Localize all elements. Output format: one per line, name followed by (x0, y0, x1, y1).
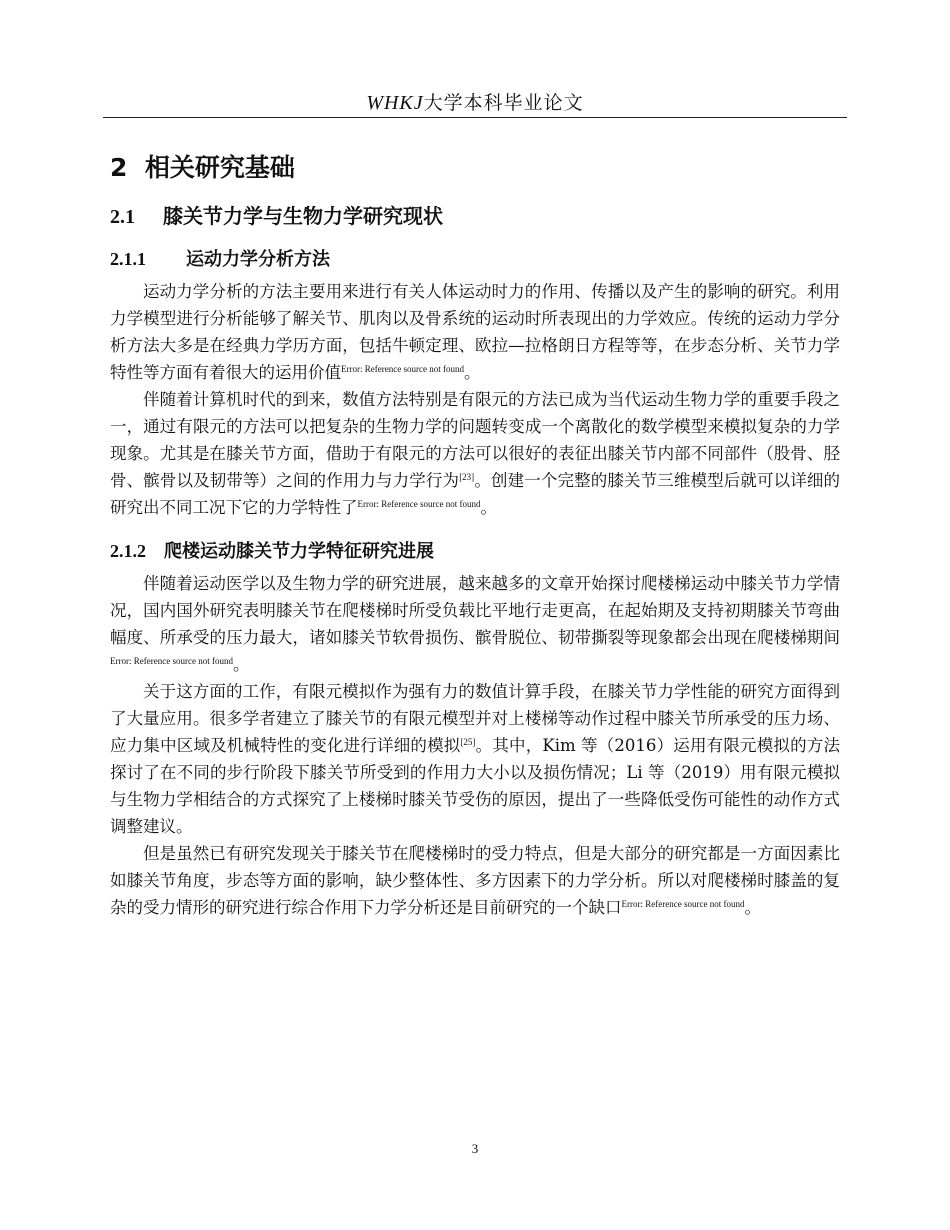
paragraph-text: 伴随着运动医学以及生物力学的研究进展，越来越多的文章开始探讨爬楼梯运动中膝关节力学情况，国内国外研究表明膝关节在爬楼梯时所受负载比平地行走更高，在起始期及支持初期膝关节弯曲幅度、所承受的压力最大，诸如膝关节软骨损伤、髌骨脱位、韧带撕裂等现象都会出现在爬楼梯期间 (110, 574, 840, 647)
paragraph (110, 278, 840, 386)
subsection-number: 2.1.1 (110, 249, 146, 269)
header-school-code: WHKJ (366, 92, 424, 114)
chapter-heading (110, 148, 840, 188)
subsection-number: 2.1.2 (110, 541, 146, 561)
paragraph (110, 386, 840, 521)
subsection-heading-2 (110, 533, 840, 570)
chapter-title: 相关研究基础 (144, 153, 295, 182)
section-number: 2.1 (110, 206, 135, 228)
subsection-heading-1 (110, 241, 840, 278)
citation-error: Error: Reference source not found (357, 499, 481, 509)
subsection-title: 爬楼运动膝关节力学特征研究进展 (164, 541, 434, 562)
header-rule (103, 117, 847, 118)
paragraph-end: 。 (232, 655, 250, 674)
paragraph-text: 。创建一个完整的膝关节三维模型后就可以详细的研究出不同工况下它的力学特性了 (110, 471, 841, 517)
paragraph-text: 。其中，Kim 等（2016）运用有限元模拟的方法探讨了在不同的步行阶段下膝关节所受到的作用力大小以及损伤情况；Li 等（2019）用有限元模拟与生物力学相结合的方式探究了上楼梯时膝关节受伤的原因，提出了一些降低受伤可能性的动作方式调整建议。 (110, 736, 840, 836)
paragraph-text: 伴随着计算机时代的到来，数值方法特别是有限元的方法已成为当代运动生物力学的重要手段之一，通过有限元的方法可以把复杂的生物力学的问题转变成一个离散化的数学模型来模拟复杂的力学现象。尤其是在膝关节方面，借助于有限元的方法可以很好的表征出膝关节内部不同部件（股骨、胫骨、髌骨以及韧带等）之间的作用力与力学行为 (110, 390, 840, 490)
paragraph-end: 。 (480, 498, 497, 517)
header-title: 大学本科毕业论文 (423, 92, 584, 114)
paragraph (110, 570, 840, 678)
running-header (103, 88, 847, 115)
section-title: 膝关节力学与生物力学研究现状 (163, 204, 443, 228)
paragraph-text: 但是虽然已有研究发现关于膝关节在爬楼梯时的受力特点，但是大部分的研究都是一方面因素比如膝关节角度，步态等方面的影响，缺少整体性、多方因素下的力学分析。所以对爬楼梯时膝盖的复杂的受力情形的研究进行综合作用下力学分析还是目前研究的一个缺口 (110, 844, 840, 917)
paragraph-end: 。 (463, 363, 481, 382)
page-body (110, 148, 840, 921)
page-number: 3 (471, 1141, 479, 1156)
paragraph-end: 。 (744, 898, 761, 917)
citation-error: Error: Reference source not found (110, 656, 233, 666)
chapter-number: 2 (110, 153, 128, 182)
citation-error: Error: Reference source not found (341, 364, 464, 374)
paragraph (110, 678, 840, 840)
citation: [23] (459, 472, 475, 482)
paragraph (110, 840, 840, 921)
citation: [25] (460, 737, 476, 747)
subsection-title: 运动力学分析方法 (186, 249, 330, 270)
paragraph-text: 关于这方面的工作，有限元模拟作为强有力的数值计算手段，在膝关节力学性能的研究方面得到了大量应用。很多学者建立了膝关节的有限元模型并对上楼梯等动作过程中膝关节所承受的压力场、应力集中区域及机械特性的变化进行详细的模拟 (110, 682, 840, 755)
paragraph-text: 运动力学分析的方法主要用来进行有关人体运动时力的作用、传播以及产生的影响的研究。利用力学模型进行分析能够了解关节、肌肉以及骨系统的运动时所表现出的力学效应。传统的运动力学分析方法大多是在经典力学历方面，包括牛顿定理、欧拉—拉格朗日方程等等，在步态分析、关节力学特性等方面有着很大的运用价值 (110, 282, 840, 382)
citation-error: Error: Reference source not found (621, 899, 745, 909)
section-heading (110, 198, 840, 235)
